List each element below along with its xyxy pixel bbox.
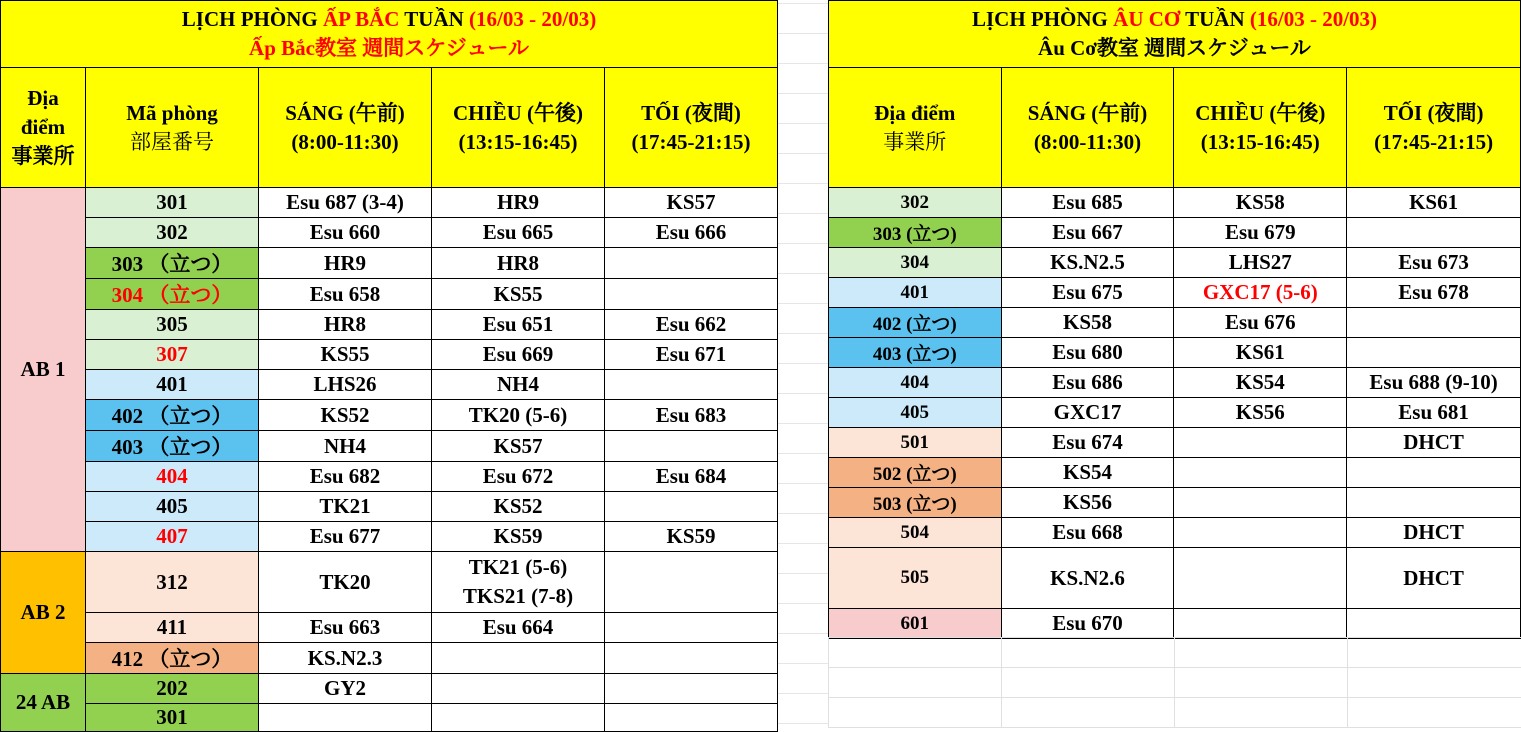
- afternoon-cell: KS55: [432, 279, 605, 310]
- header-afternoon: [1174, 68, 1347, 188]
- table-row: [829, 488, 1521, 518]
- afternoon-cell: KS61: [1174, 338, 1347, 368]
- table-row: [829, 218, 1521, 248]
- header-line: 事業所: [1, 142, 85, 171]
- title-prefix: LỊCH PHÒNG: [182, 7, 323, 31]
- empty-cell: [1348, 638, 1521, 668]
- afternoon-cell: KS58: [1174, 188, 1347, 218]
- room-cell: 411: [86, 613, 259, 643]
- table-row: [829, 278, 1521, 308]
- room-cell: 302: [829, 188, 1002, 218]
- morning-cell: KS55: [259, 340, 432, 370]
- room-cell: 405: [86, 492, 259, 522]
- header-line: CHIỀU (午後): [432, 99, 604, 128]
- table-row: [829, 518, 1521, 548]
- header-line: 事業所: [829, 128, 1001, 157]
- morning-cell: Esu 687 (3-4): [259, 188, 432, 218]
- afternoon-cell: GXC17 (5-6): [1174, 278, 1347, 308]
- afternoon-cell: [1174, 458, 1347, 488]
- table-row: [829, 248, 1521, 278]
- table-row: [829, 428, 1521, 458]
- table-row: [829, 609, 1521, 639]
- title-mid: TUẦN: [399, 7, 469, 31]
- empty-cell: [1175, 668, 1348, 698]
- title-dates: (16/03 - 20/03): [1250, 7, 1377, 31]
- table-row: [1, 370, 778, 400]
- morning-cell: KS54: [1001, 458, 1174, 488]
- morning-cell: Esu 660: [259, 218, 432, 248]
- empty-cell: [1348, 668, 1521, 698]
- afternoon-cell: Esu 651: [432, 310, 605, 340]
- evening-cell: [1347, 218, 1521, 248]
- afternoon-cell: [1174, 609, 1347, 639]
- empty-cell: [1348, 698, 1521, 728]
- morning-cell: TK20: [259, 552, 432, 613]
- room-cell: 305: [86, 310, 259, 340]
- evening-cell: KS57: [605, 188, 778, 218]
- evening-cell: [605, 643, 778, 674]
- header-line: SÁNG (午前): [1002, 99, 1174, 128]
- room-cell: 405: [829, 398, 1002, 428]
- header-line: CHIỀU (午後): [1174, 99, 1346, 128]
- room-cell: 307: [86, 340, 259, 370]
- afternoon-cell: [1174, 428, 1347, 458]
- header-line: Địa: [1, 84, 85, 113]
- table-row: [1, 340, 778, 370]
- table-row: [1, 674, 778, 704]
- au-co-schedule-table: [828, 0, 1521, 639]
- table-row: [1, 431, 778, 462]
- table-row: [1, 704, 778, 732]
- table-row: [1, 400, 778, 431]
- empty-cell: [829, 668, 1002, 698]
- morning-cell: NH4: [259, 431, 432, 462]
- evening-cell: Esu 684: [605, 462, 778, 492]
- au-co-subtitle: Âu Cơ教室 週間スケジュール: [829, 34, 1520, 63]
- room-cell: 202: [86, 674, 259, 704]
- afternoon-line: TKS21 (7-8): [432, 582, 604, 611]
- afternoon-cell: [432, 552, 605, 613]
- table-row: [1, 279, 778, 310]
- afternoon-cell: KS59: [432, 522, 605, 552]
- evening-cell: Esu 683: [605, 400, 778, 431]
- morning-cell: KS.N2.6: [1001, 548, 1174, 609]
- table-row: [829, 368, 1521, 398]
- morning-cell: KS.N2.3: [259, 643, 432, 674]
- empty-cell: [829, 698, 1002, 728]
- evening-cell: [1347, 308, 1521, 338]
- evening-cell: Esu 666: [605, 218, 778, 248]
- header-line: Mã phòng: [86, 99, 258, 128]
- title-name: ẤP BẮC: [323, 7, 399, 31]
- header-evening: [605, 68, 778, 188]
- afternoon-cell: Esu 664: [432, 613, 605, 643]
- table-row: [1, 643, 778, 674]
- header-morning: [259, 68, 432, 188]
- header-line: (17:45-21:15): [1347, 128, 1520, 157]
- header-line: điểm: [1, 113, 85, 142]
- room-cell: 404: [86, 462, 259, 492]
- title-dates: (16/03 - 20/03): [469, 7, 596, 31]
- morning-cell: GXC17: [1001, 398, 1174, 428]
- evening-cell: [1347, 458, 1521, 488]
- afternoon-cell: [432, 643, 605, 674]
- table-row: [829, 338, 1521, 368]
- morning-cell: HR8: [259, 310, 432, 340]
- evening-cell: DHCT: [1347, 428, 1521, 458]
- evening-cell: Esu 673: [1347, 248, 1521, 278]
- table-row: [829, 458, 1521, 488]
- morning-cell: Esu 663: [259, 613, 432, 643]
- evening-cell: DHCT: [1347, 548, 1521, 609]
- morning-cell: Esu 674: [1001, 428, 1174, 458]
- location-ab1: AB 1: [1, 188, 86, 552]
- afternoon-cell: [432, 674, 605, 704]
- header-line: (13:15-16:45): [432, 128, 604, 157]
- title-mid: TUẦN: [1180, 7, 1250, 31]
- header-line: TỐI (夜間): [605, 99, 777, 128]
- empty-cell: [1175, 698, 1348, 728]
- afternoon-cell: Esu 665: [432, 218, 605, 248]
- afternoon-cell: Esu 672: [432, 462, 605, 492]
- morning-cell: Esu 680: [1001, 338, 1174, 368]
- room-cell: 303 （立つ）: [86, 248, 259, 279]
- afternoon-cell: Esu 679: [1174, 218, 1347, 248]
- header-morning: [1001, 68, 1174, 188]
- evening-cell: [605, 613, 778, 643]
- location-24ab: 24 AB: [1, 674, 86, 732]
- table-row: [829, 398, 1521, 428]
- ap-bac-subtitle: Ấp Bắc教室 週間スケジュール: [1, 34, 777, 63]
- afternoon-cell: [432, 704, 605, 732]
- evening-cell: [605, 279, 778, 310]
- morning-cell: TK21: [259, 492, 432, 522]
- room-cell: 312: [86, 552, 259, 613]
- header-line: (13:15-16:45): [1174, 128, 1346, 157]
- au-co-title: [829, 1, 1521, 68]
- header-line: Địa điểm: [829, 99, 1001, 128]
- morning-cell: KS.N2.5: [1001, 248, 1174, 278]
- evening-cell: Esu 681: [1347, 398, 1521, 428]
- morning-cell: Esu 658: [259, 279, 432, 310]
- location-ab2: AB 2: [1, 552, 86, 674]
- room-cell: 304: [829, 248, 1002, 278]
- room-cell: 401: [829, 278, 1002, 308]
- table-row: [1, 310, 778, 340]
- table-row: [1, 522, 778, 552]
- empty-cell: [829, 638, 1002, 668]
- ap-bac-title: [1, 1, 778, 68]
- spreadsheet-gap: [777, 0, 828, 728]
- title-prefix: LỊCH PHÒNG: [972, 7, 1113, 31]
- empty-cell: [1002, 698, 1175, 728]
- room-cell: 601: [829, 609, 1002, 639]
- afternoon-cell: NH4: [432, 370, 605, 400]
- evening-cell: [605, 431, 778, 462]
- afternoon-cell: HR8: [432, 248, 605, 279]
- header-room: [86, 68, 259, 188]
- evening-cell: Esu 688 (9-10): [1347, 368, 1521, 398]
- morning-cell: Esu 675: [1001, 278, 1174, 308]
- room-cell: 412 （立つ）: [86, 643, 259, 674]
- empty-sheet-grid: [828, 637, 1521, 728]
- room-cell: 402 （立つ）: [86, 400, 259, 431]
- morning-cell: KS52: [259, 400, 432, 431]
- afternoon-cell: [1174, 518, 1347, 548]
- title-name: ÂU CƠ: [1113, 7, 1180, 31]
- room-cell: 505: [829, 548, 1002, 609]
- afternoon-cell: [1174, 488, 1347, 518]
- evening-cell: DHCT: [1347, 518, 1521, 548]
- table-row: [1, 462, 778, 492]
- evening-cell: Esu 678: [1347, 278, 1521, 308]
- header-afternoon: [432, 68, 605, 188]
- header-line: TỐI (夜間): [1347, 99, 1520, 128]
- morning-cell: Esu 668: [1001, 518, 1174, 548]
- header-line: (17:45-21:15): [605, 128, 777, 157]
- evening-cell: Esu 662: [605, 310, 778, 340]
- room-cell: 302: [86, 218, 259, 248]
- room-cell: 504: [829, 518, 1002, 548]
- evening-cell: [1347, 488, 1521, 518]
- table-row: [1, 248, 778, 279]
- room-cell: 301: [86, 704, 259, 732]
- header-evening: [1347, 68, 1521, 188]
- table-row: [829, 188, 1521, 218]
- header-line: SÁNG (午前): [259, 99, 431, 128]
- afternoon-cell: KS54: [1174, 368, 1347, 398]
- empty-cell: [1175, 638, 1348, 668]
- table-row: [1, 218, 778, 248]
- table-row: [1, 188, 778, 218]
- header-line: (8:00-11:30): [259, 128, 431, 157]
- header-location: [1, 68, 86, 188]
- evening-cell: [605, 674, 778, 704]
- evening-cell: [605, 552, 778, 613]
- morning-cell: Esu 677: [259, 522, 432, 552]
- evening-cell: Esu 671: [605, 340, 778, 370]
- room-cell: 304 （立つ）: [86, 279, 259, 310]
- evening-cell: [605, 370, 778, 400]
- room-cell: 404: [829, 368, 1002, 398]
- table-row: [1, 613, 778, 643]
- morning-cell: Esu 667: [1001, 218, 1174, 248]
- afternoon-cell: HR9: [432, 188, 605, 218]
- afternoon-cell: LHS27: [1174, 248, 1347, 278]
- table-row: [829, 548, 1521, 609]
- evening-cell: KS59: [605, 522, 778, 552]
- room-cell: 502 (立つ): [829, 458, 1002, 488]
- morning-cell: KS56: [1001, 488, 1174, 518]
- afternoon-cell: KS57: [432, 431, 605, 462]
- morning-cell: Esu 686: [1001, 368, 1174, 398]
- room-cell: 301: [86, 188, 259, 218]
- afternoon-line: TK21 (5-6): [432, 553, 604, 582]
- room-cell: 402 (立つ): [829, 308, 1002, 338]
- afternoon-cell: Esu 669: [432, 340, 605, 370]
- empty-cell: [1002, 668, 1175, 698]
- table-row: [829, 308, 1521, 338]
- afternoon-cell: KS56: [1174, 398, 1347, 428]
- room-cell: 407: [86, 522, 259, 552]
- morning-cell: [259, 704, 432, 732]
- morning-cell: LHS26: [259, 370, 432, 400]
- room-cell: 403 (立つ): [829, 338, 1002, 368]
- morning-cell: GY2: [259, 674, 432, 704]
- header-line: (8:00-11:30): [1002, 128, 1174, 157]
- morning-cell: Esu 685: [1001, 188, 1174, 218]
- evening-cell: [1347, 609, 1521, 639]
- afternoon-cell: Esu 676: [1174, 308, 1347, 338]
- morning-cell: HR9: [259, 248, 432, 279]
- morning-cell: Esu 682: [259, 462, 432, 492]
- room-cell: 403 （立つ）: [86, 431, 259, 462]
- room-cell: 303 (立つ): [829, 218, 1002, 248]
- header-location: [829, 68, 1002, 188]
- evening-cell: [1347, 338, 1521, 368]
- room-cell: 501: [829, 428, 1002, 458]
- morning-cell: Esu 670: [1001, 609, 1174, 639]
- room-cell: 401: [86, 370, 259, 400]
- afternoon-cell: [1174, 548, 1347, 609]
- evening-cell: KS61: [1347, 188, 1521, 218]
- room-cell: 503 (立つ): [829, 488, 1002, 518]
- morning-cell: KS58: [1001, 308, 1174, 338]
- empty-cell: [1002, 638, 1175, 668]
- table-row: [1, 492, 778, 522]
- evening-cell: [605, 704, 778, 732]
- evening-cell: [605, 248, 778, 279]
- table-row: [1, 552, 778, 613]
- afternoon-cell: TK20 (5-6): [432, 400, 605, 431]
- header-line: 部屋番号: [86, 128, 258, 157]
- afternoon-cell: KS52: [432, 492, 605, 522]
- evening-cell: [605, 492, 778, 522]
